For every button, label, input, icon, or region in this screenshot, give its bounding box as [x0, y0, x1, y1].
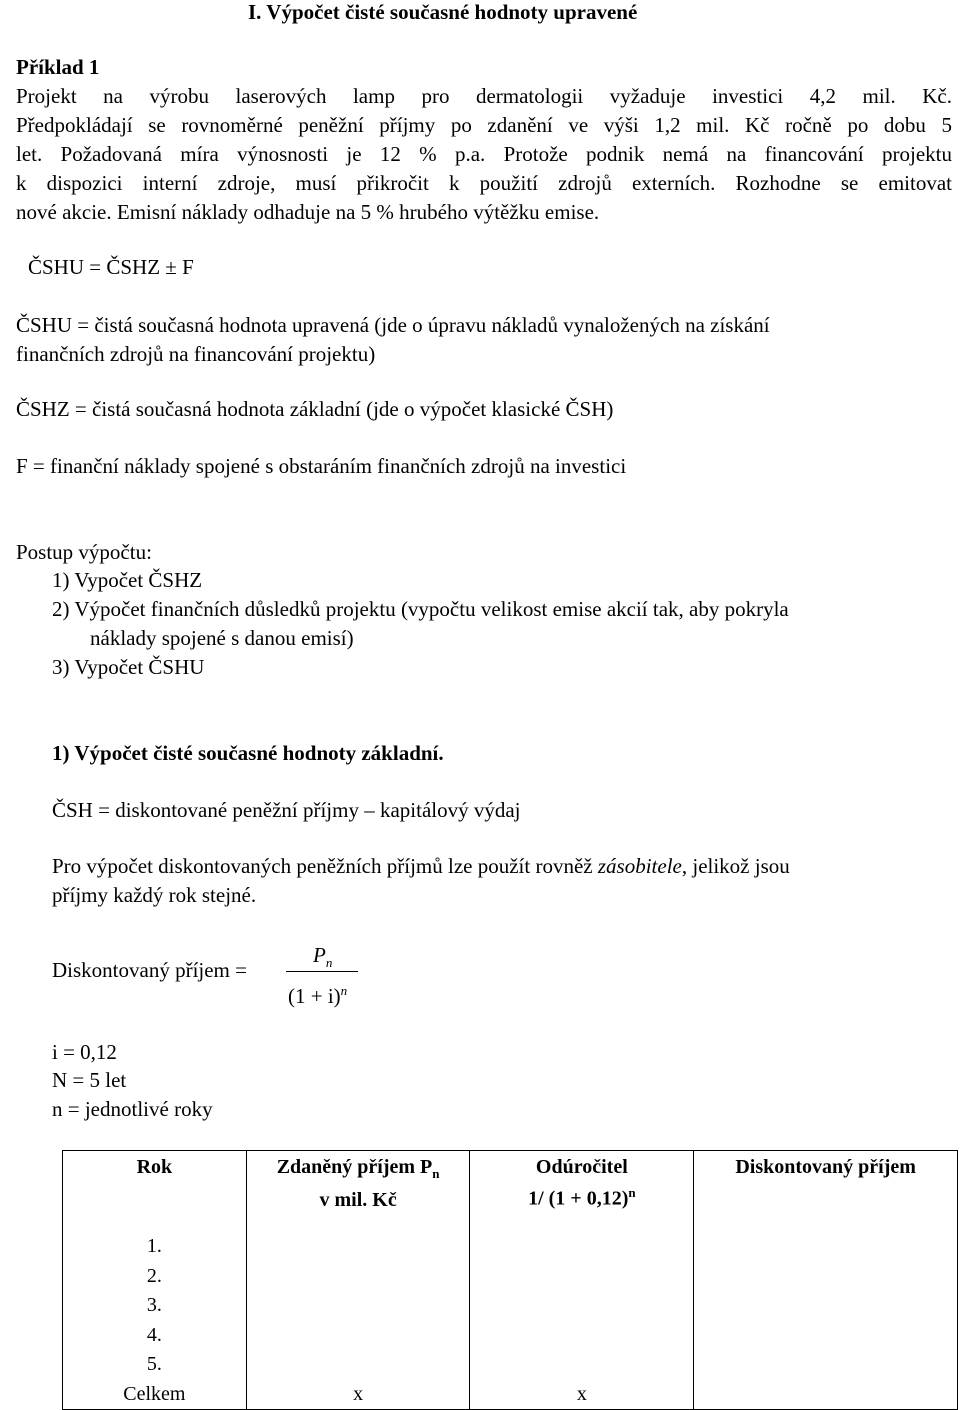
procedure-heading: Postup výpočtu: — [16, 540, 152, 564]
cell-empty — [694, 1291, 958, 1321]
definition-cshz: ČSHZ = čistá současná hodnota základní (jde o výpočet klasické ČSH) — [16, 397, 614, 421]
procedure-step-2-cont: náklady spojené s danou emisí) — [90, 626, 354, 650]
cell-empty — [470, 1291, 694, 1321]
header-prijem-subscript: n — [432, 1166, 440, 1181]
example-line: Projekt na výrobu laserových lamp pro dermatologii vyžaduje investici 4,2 mil. Kč. — [16, 84, 952, 108]
csh-definition: ČSH = diskontované peněžní příjmy – kapitálový výdaj — [52, 798, 521, 822]
header-prijem-label: Zdaněný příjem P — [276, 1156, 433, 1178]
formula-denominator — [288, 977, 347, 1010]
zasobitel-term: zásobitele — [597, 854, 682, 878]
cell-empty — [694, 1321, 958, 1351]
discount-formula-label: Diskontovaný příjem = — [52, 958, 247, 982]
definition-cshu-cont: finančních zdrojů na financování projektu) — [16, 342, 376, 366]
zasobitel-text-part: Pro výpočet diskontovaných peněžních příjmů lze použít rovněž — [52, 854, 598, 878]
table-row — [63, 1262, 958, 1292]
page-title: I. Výpočet čisté současné hodnoty upravené — [248, 0, 638, 24]
table-row — [63, 1350, 958, 1380]
cell-empty — [470, 1350, 694, 1380]
table-row — [63, 1291, 958, 1321]
example-line-last: nové akcie. Emisní náklady odhaduje na 5 % hrubého výtěžku emise. — [16, 200, 600, 224]
zasobitel-text — [52, 852, 790, 880]
cell-total-value — [694, 1380, 958, 1410]
procedure-step-3: 3) Vypočet ČSHU — [52, 655, 205, 679]
example-line: let. Požadovaná míra výnosnosti je 12 % p.a. Protože podnik nemá na financování projektu — [16, 142, 952, 166]
cell-empty — [246, 1350, 470, 1380]
zasobitel-text-cont: příjmy každý rok stejné. — [52, 883, 257, 907]
cell-year: 1. — [63, 1232, 247, 1262]
header-diskont: Diskontovaný příjem — [694, 1151, 958, 1233]
cell-year: 2. — [63, 1262, 247, 1292]
header-odurocitel-label: Odúročitel — [535, 1156, 628, 1178]
header-odurocitel — [470, 1151, 694, 1233]
definition-cshu: ČSHU = čistá současná hodnota upravená (jde o úpravu nákladů vynaložených na získání — [16, 313, 770, 337]
example-line: k dispozici interní zdroje, musí přikročit k použití zdrojů externích. Rozhodne se emitovat — [16, 171, 952, 195]
cell-empty — [470, 1262, 694, 1292]
cell-empty — [246, 1232, 470, 1262]
numerator-symbol: P — [313, 943, 326, 967]
header-odurocitel-formula: 1/ (1 + 0,12) — [528, 1187, 629, 1210]
table-total-row — [63, 1380, 958, 1410]
cell-empty — [246, 1262, 470, 1292]
param-n-years: N = 5 let — [52, 1068, 127, 1092]
discount-table — [62, 1150, 958, 1410]
procedure-step-2: 2) Výpočet finančních důsledků projektu (vypočtu velikost emise akcií tak, aby pokryla — [52, 597, 789, 621]
example-heading: Příklad 1 — [16, 55, 100, 79]
cell-empty — [470, 1232, 694, 1262]
denominator-text: (1 + i) — [288, 984, 341, 1008]
header-prijem — [246, 1151, 470, 1233]
cell-empty — [694, 1262, 958, 1292]
cell-empty — [246, 1321, 470, 1351]
section-1-heading: 1) Výpočet čisté současné hodnoty základní. — [52, 741, 444, 765]
cell-year: 5. — [63, 1350, 247, 1380]
cell-year: 4. — [63, 1321, 247, 1351]
header-rok: Rok — [63, 1151, 247, 1233]
table-header-row — [63, 1151, 958, 1233]
definition-f: F = finanční náklady spojené s obstaráním finančních zdrojů na investici — [16, 454, 627, 478]
cell-empty — [694, 1232, 958, 1262]
zasobitel-text-part: , jelikož jsou — [681, 854, 790, 878]
param-i: i = 0,12 — [52, 1040, 117, 1064]
cell-total-x: x — [470, 1380, 694, 1410]
fraction-bar — [286, 971, 358, 972]
example-paragraph — [16, 82, 952, 227]
table-row — [63, 1232, 958, 1262]
main-formula: ČSHU = ČSHZ ± F — [28, 255, 194, 279]
cell-empty — [246, 1291, 470, 1321]
cell-year: 3. — [63, 1291, 247, 1321]
table-row — [63, 1321, 958, 1351]
header-odurocitel-exponent: n — [628, 1185, 636, 1200]
cell-empty — [694, 1350, 958, 1380]
cell-empty — [470, 1321, 694, 1351]
cell-total-label: Celkem — [63, 1380, 247, 1410]
denominator-exponent: n — [340, 983, 348, 998]
param-n: n = jednotlivé roky — [52, 1097, 213, 1121]
header-prijem-unit: v mil. Kč — [319, 1189, 397, 1211]
cell-total-x: x — [246, 1380, 470, 1410]
procedure-step-1: 1) Vypočet ČSHZ — [52, 568, 203, 592]
example-line: Předpokládají se rovnoměrné peněžní příjmy po zdanění ve výši 1,2 mil. Kč ročně po dobu 5 — [16, 113, 952, 137]
numerator-subscript: n — [325, 955, 333, 971]
